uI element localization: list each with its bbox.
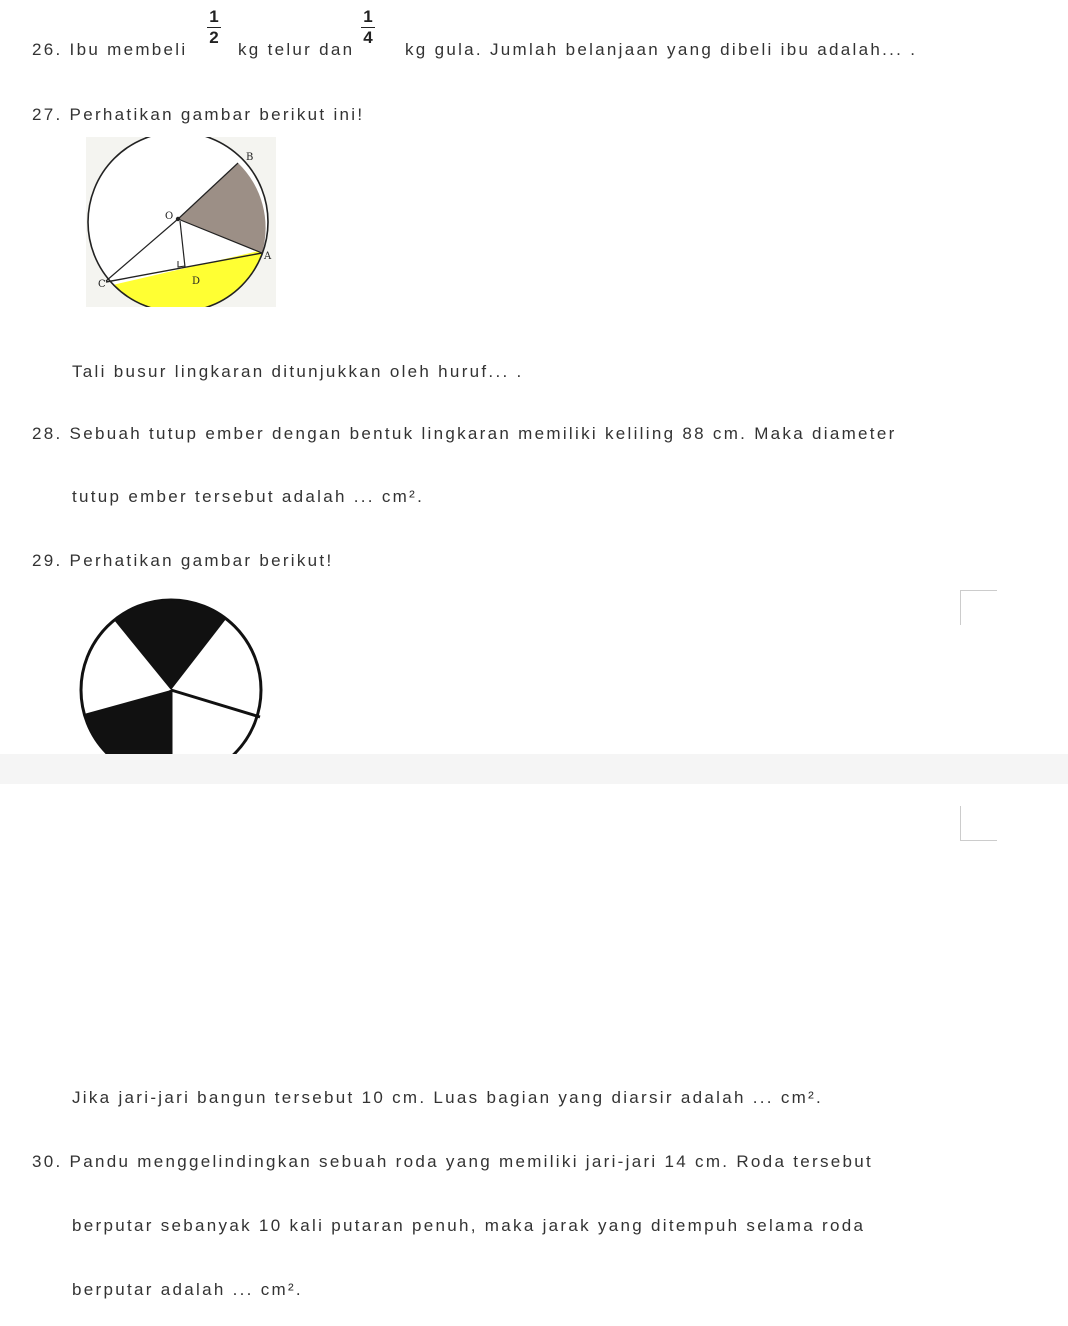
center-point — [176, 217, 180, 221]
q27-question: Tali busur lingkaran ditunjukkan oleh huruf... . — [72, 362, 524, 381]
label-d: D — [192, 276, 201, 287]
q26-fraction-quarter — [360, 8, 376, 47]
crop-corner-top — [960, 590, 997, 625]
q26-fraction-half — [206, 8, 222, 47]
q28-line2: tutup ember tersebut adalah ... cm². — [72, 487, 425, 506]
crop-corner-bottom — [960, 806, 997, 841]
q30-line1: 30. Pandu menggelindingkan sebuah roda yang memiliki jari-jari 14 cm. Roda tersebut — [32, 1152, 874, 1171]
q26-middle: kg telur dan — [238, 40, 355, 59]
q29-question: Jika jari-jari bangun tersebut 10 cm. Luas bagian yang diarsir adalah ... cm². — [72, 1088, 824, 1107]
fraction-numerator: 1 — [363, 7, 373, 26]
label-o: O — [165, 211, 174, 222]
q27-circle-diagram — [86, 137, 276, 307]
fraction-numerator: 1 — [209, 7, 219, 26]
q26-prefix: 26. Ibu membeli — [32, 40, 188, 59]
q26-suffix: kg gula. Jumlah belanjaan yang dibeli ibu adalah... . — [405, 40, 918, 59]
fraction-denominator: 4 — [363, 28, 373, 47]
fraction-denominator: 2 — [209, 28, 219, 47]
q27-prompt: 27. Perhatikan gambar berikut ini! — [32, 105, 365, 124]
label-c: C — [98, 279, 106, 290]
page-break-band — [0, 754, 1068, 784]
label-a: A — [264, 251, 272, 262]
q28-line1: 28. Sebuah tutup ember dengan bentuk lingkaran memiliki keliling 88 cm. Maka diameter — [32, 424, 897, 443]
q29-prompt: 29. Perhatikan gambar berikut! — [32, 551, 334, 570]
q29-circle-diagram — [72, 590, 272, 754]
q30-line3: berputar adalah ... cm². — [72, 1280, 303, 1299]
q30-line2: berputar sebanyak 10 kali putaran penuh, maka jarak yang ditempuh selama roda — [72, 1216, 866, 1235]
label-b: B — [246, 152, 254, 163]
